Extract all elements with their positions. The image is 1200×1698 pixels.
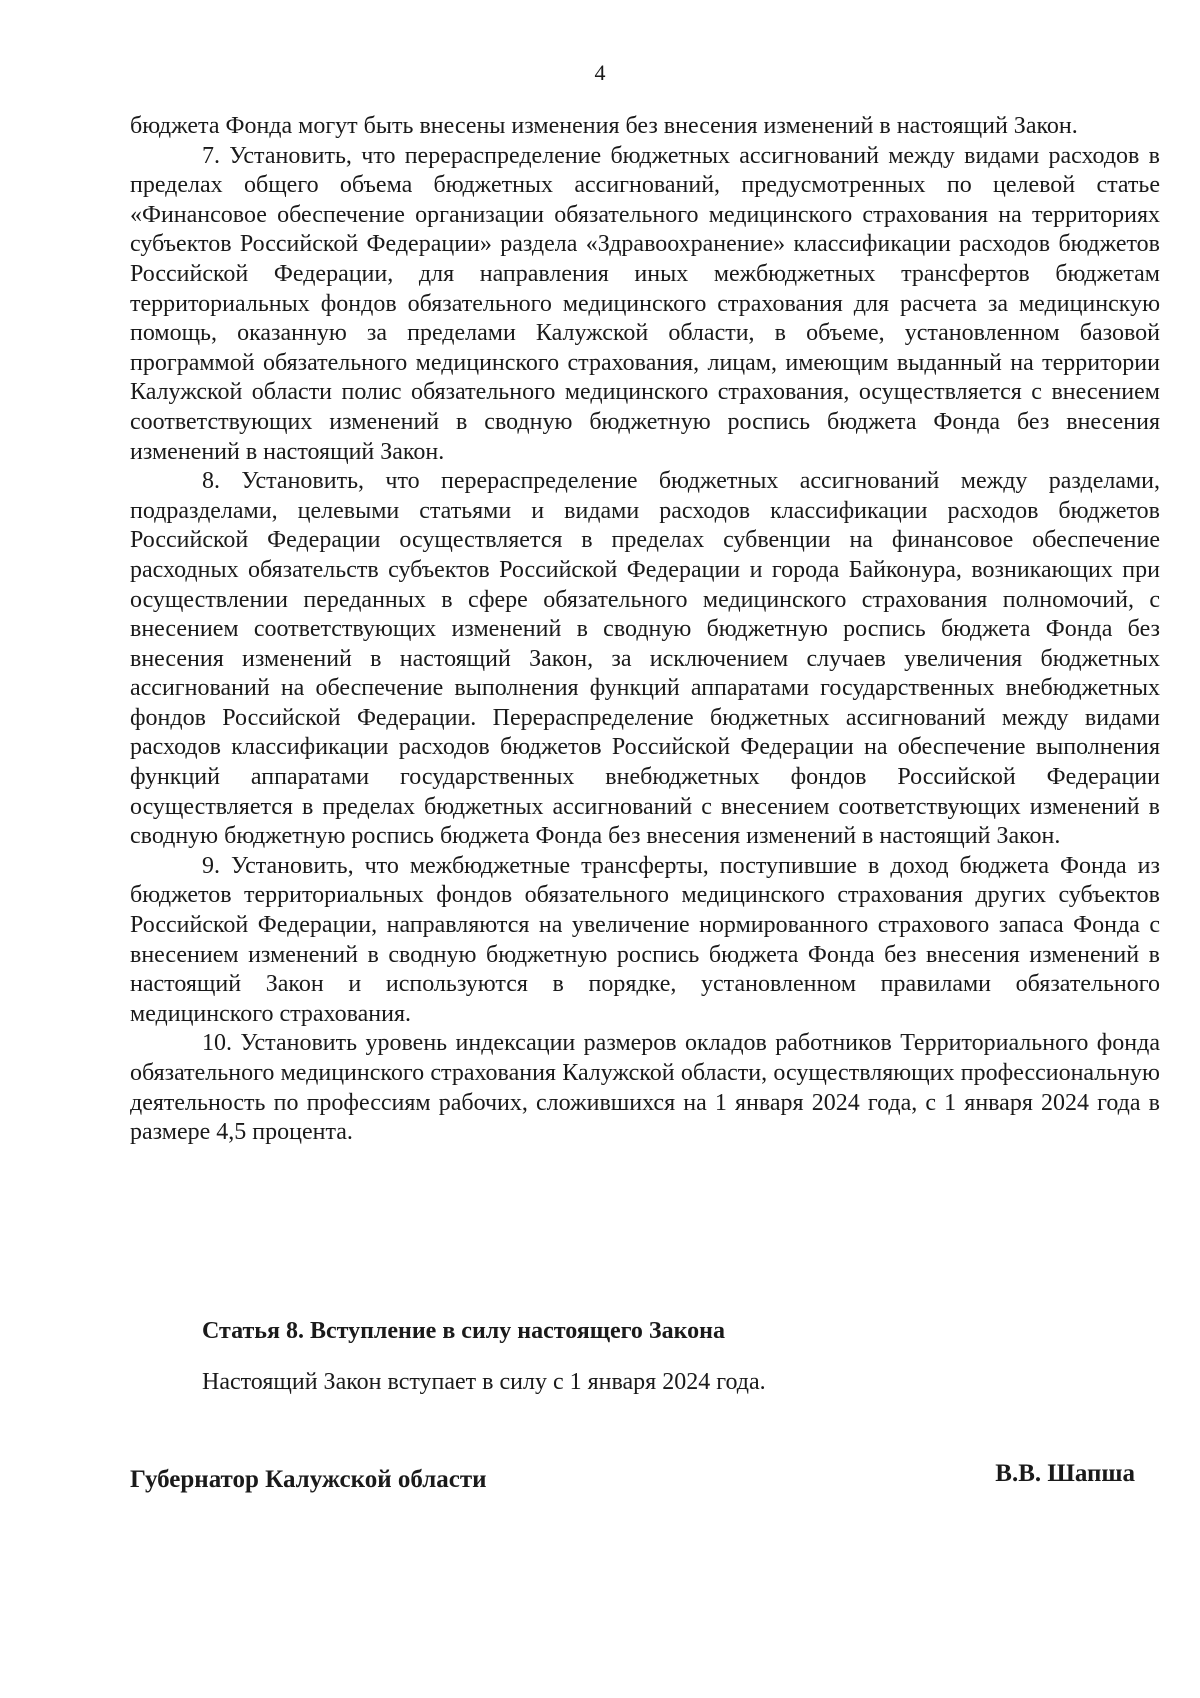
signatory-title: Губернатор Калужской области: [130, 1466, 487, 1493]
paragraph-item-9: 9. Установить, что межбюджетные трансферты, поступившие в доход бюджета Фонда из бюджетов территориальных фондов обязательного медицинского страхования других субъектов Российской Федерации, направляются на увеличение нормированного страхового запаса Фонда с внесением изменений в сводную бюджетную роспись бюджета Фонда без внесения изменений в настоящий Закон и используются в порядке, установленном правилами обязательного медицинского страхования.: [130, 852, 1160, 1027]
page-number: 4: [594, 60, 606, 85]
document-body: [130, 112, 1160, 1148]
signatory-name: В.В. Шапша: [995, 1460, 1135, 1487]
paragraph-item-8: 8. Установить, что перераспределение бюджетных ассигнований между разделами, подразделами, целевыми статьями и видами расходов классификации расходов бюджетов Российской Федерации осуществляется в пределах субвенции на финансовое обеспечение расходных обязательств субъектов Российской Федерации и города Байконура, возникающих при осуществлении переданных в сфере обязательного медицинского страхования полномочий, с внесением соответствующих изменений в сводную бюджетную роспись бюджета Фонда без внесения изменений в настоящий Закон, за исключением случаев увеличения бюджетных ассигнований на обеспечение выполнения функций аппаратами государственных внебюджетных фондов Российской Федерации. Перераспределение бюджетных ассигнований между видами расходов классификации расходов бюджетов Российской Федерации на обеспечение выполнения функций аппаратами государственных внебюджетных фондов Российской Федерации осуществляется в пределах бюджетных ассигнований с внесением соответствующих изменений в сводную бюджетную роспись бюджета Фонда без внесения изменений в настоящий Закон.: [130, 468, 1160, 850]
article-body: Настоящий Закон вступает в силу с 1 января 2024 года.: [202, 1369, 766, 1395]
article-heading: Статья 8. Вступление в силу настоящего Закона: [202, 1318, 725, 1344]
paragraph-item-7: 7. Установить, что перераспределение бюджетных ассигнований между видами расходов в пределах общего объема бюджетных ассигнований, предусмотренных по целевой статье «Финансовое обеспечение организации обязательного медицинского страхования на территориях субъектов Российской Федерации» раздела «Здравоохранение» классификации расходов бюджетов Российской Федерации, для направления иных межбюджетных трансфертов бюджетам территориальных фондов обязательного медицинского страхования для расчета за медицинскую помощь, оказанную за пределами Калужской области, в объеме, установленном базовой программой обязательного медицинского страхования, лицам, имеющим выданный на территории Калужской области полис обязательного медицинского страхования, осуществляется с внесением соответствующих изменений в сводную бюджетную роспись бюджета Фонда без внесения изменений в настоящий Закон.: [130, 142, 1160, 465]
paragraph-continuation: бюджета Фонда могут быть внесены изменения без внесения изменений в настоящий Закон.: [130, 113, 1078, 139]
paragraph-item-10: 10. Установить уровень индексации размеров окладов работников Территориального фонда обязательного медицинского страхования Калужской области, осуществляющих профессиональную деятельность по профессиям рабочих, сложившихся на 1 января 2024 года, с 1 января 2024 года в размере 4,5 процента.: [130, 1030, 1160, 1146]
